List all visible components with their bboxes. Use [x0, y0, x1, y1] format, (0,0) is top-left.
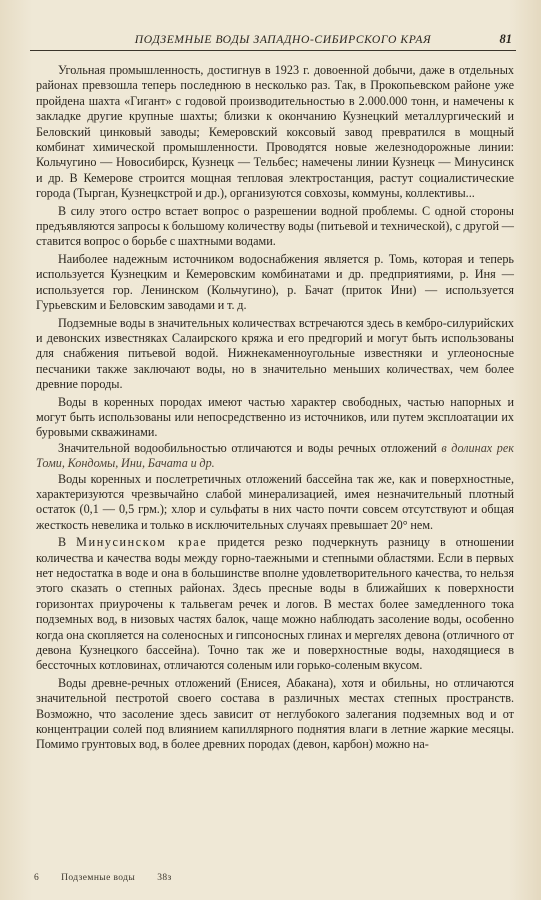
paragraph-8-lead: В: [58, 535, 67, 550]
paragraph-6: [36, 441, 514, 472]
paragraph-3: Наиболее надежным источником водоснабжения является р. Томь, которая и теперь используется Кузнецким и Кемеровским комбинатами и др. предприятиями, р. Иня — используется гор. Ленинском (Кольчугино), р. Бачат (приток Ини) — используется Гурьевским и Беловским заводами и т. д.: [36, 251, 514, 313]
header-title: ПОДЗЕМНЫЕ ВОДЫ ЗАПАДНО-СИБИРСКОГО КРАЯ: [134, 33, 432, 46]
body-text: [36, 63, 514, 753]
page-footer: [34, 873, 194, 883]
footer-label: Подземные воды: [61, 873, 136, 883]
paragraph-6-text: Значительной водообильностью отличаются и воды речных отложений: [58, 440, 437, 455]
paragraph-8-text: придется резко подчеркнуть разницу в отношении количества и качества воды между горно-таежными и степными областями. Если в первых нет недостатка в воде и она в большинстве вполне удовлетворительного качества, то нельзя этого сказать о степных районах. Здесь пресные воды в ближайших к поверхности горизонтах приурочены к тальвегам речек и логов. В местах более замедленного тока подземных вод, в низовых частях балок, чаще можно наблюдать засоление воды, особенно когда она скопляется на соленосных и гипсоносных глинах и мергелях девона (отличного от девона Кузнецкого бассейна). Точно так же и поверхностные воды, находящиеся в бессточных котловинах, отличаются соленым или горько-соленым вкусом.: [36, 535, 514, 673]
paragraph-6-emphasis: в долинах рек Томи, Кондомы, Ини, Бачата и др.: [36, 440, 514, 471]
paragraph-4: Подземные воды в значительных количествах встречаются здесь в кембро-силурийских и девонских известняках Салаирского кряжа и его предгорий и могут быть использованы для снабжения питьевой водой. Нижнекаменноугольные известняки и углеоносные песчаники также заключают воды, но в значительно меньших количествах, чем более древние породы.: [36, 315, 514, 392]
running-header: [30, 33, 516, 51]
paragraph-2: В силу этого остро встает вопрос о разрешении водной проблемы. С одной стороны предъявляются запросы к большому количеству воды (питьевой и технической), с другой — ставится вопрос о борьбе с шахтными водами.: [36, 203, 514, 249]
paragraph-9: Воды древне-речных отложений (Енисея, Абакана), хотя и обильны, но отличаются значительной пестротой своего состава в различных местах степных пространств. Возможно, что засоление здесь зависит от неглубокого залегания подземных вод и от концентрации солей под влиянием капиллярного поднятия влаги в летние жаркие месяцы. Помимо грунтовых вод, в более древних породах (девон, карбон) можно на-: [36, 675, 514, 752]
paragraph-7: Воды коренных и послетретичных отложений бассейна так же, как и поверхностные, характеризуются чрезвычайно слабой минерализацией, имея незначительный плотный остаток (0,1 — 0,5 грм.); хлор и сульфаты в них часто почти совсем отсутствуют и общая жесткость невелика и только в исключительных случаях превышает 20° нем.: [36, 471, 514, 532]
paragraph-5: Воды в коренных породах имеют частью характер свободных, частью напорных и могут быть использованы или непосредственно из источников, или путем эксплоатации их буровыми скважинами.: [36, 394, 514, 440]
paragraph-8-spaced: Минусинском крае: [76, 535, 208, 550]
paragraph-1: Угольная промышленность, достигнув в 1923 г. довоенной добычи, даже в отдельных районах превзошла теперь последнюю в несколько раз. Так, в Прокопьевском районе уже пройдена шахта «Гигант» с годовой производительностью в 2.000.000 тонн, и намечены к закладке другие крупные шахты; близки к окончанию Кузнецкий металлургический и Беловский цинковый заводы; Кемеровский коксовый завод превратился в мощный комбинат химической промышленности. Проводятся новые железнодорожные линии: Кольчугино — Новосибирск, Кузнецк — Тельбес; намечены линии Кузнецк — Минусинск и др. В Кемерове строится мощная тепловая электростанция, растут социалистические города (Тырган, Кузнецкстрой и др.), организуются совхозы, коммуны, коллективы...: [36, 63, 514, 201]
paragraph-8: [36, 535, 514, 674]
footer-sheet-number: 6: [34, 873, 40, 883]
page-number: 81: [499, 32, 512, 46]
footer-code: 38з: [157, 873, 172, 883]
